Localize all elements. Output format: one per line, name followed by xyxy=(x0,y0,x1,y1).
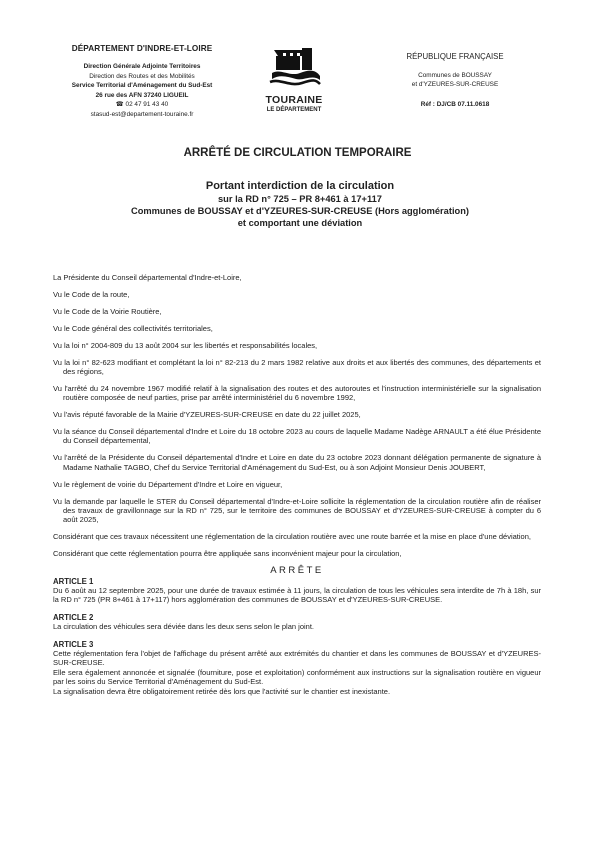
article-heading: ARTICLE 2 xyxy=(53,612,94,622)
department-name: DÉPARTEMENT D'INDRE-ET-LOIRE xyxy=(71,44,213,53)
consideration-item: Considérant que ces travaux nécessitent une réglementation de la circulation routière avec une route barrée et la mise en place d'une déviation, xyxy=(53,532,531,542)
issuer-line: Direction des Routes et des Mobilités xyxy=(89,72,195,80)
subtitle-line: sur la RD n° 725 – PR 8+461 à 17+117 xyxy=(218,194,382,204)
logo-name: TOURAINE xyxy=(265,94,323,106)
document-subtitle xyxy=(60,180,540,229)
consideration-item: Vu l'arrêté de la Présidente du Conseil départemental d'Indre et Loire en date du 23 octobre 2023 donnant délégation permanente de signature à Madame Nathalie TAGBO, Chef du Service Territorial d'Aménagement du Sud-Est, ou à son Adjoint Monsieur Denis JOUBERT, xyxy=(53,453,541,472)
subtitle-line: Portant interdiction de la circulation xyxy=(205,180,395,192)
consideration-item: Vu le Code de la Voirie Routière, xyxy=(53,306,162,316)
article-text xyxy=(53,649,541,696)
communes-line: Communes de BOUSSAY xyxy=(418,72,492,79)
castle-logo-icon xyxy=(266,46,322,92)
article-heading: ARTICLE 1 xyxy=(53,576,94,586)
consideration-item: Vu le règlement de voirie du Département d'Indre et Loire en vigueur, xyxy=(53,479,283,489)
article-text xyxy=(53,622,541,631)
republic-label: RÉPUBLIQUE FRANÇAISE xyxy=(406,52,504,61)
touraine-logo xyxy=(262,46,326,126)
republic-block xyxy=(385,52,525,108)
consideration-item: Vu la loi n° 2004-809 du 13 août 2004 sur les libertés et responsabilités locales, xyxy=(53,340,318,350)
consideration-item: Vu le Code général des collectivités territoriales, xyxy=(53,323,213,333)
article-text xyxy=(53,586,541,605)
issuer-address: 26 rue des AFN 37240 LIGUEIL xyxy=(95,91,189,99)
preamble: La Présidente du Conseil départemental d'Indre-et-Loire, xyxy=(53,273,242,282)
article-paragraph: Cette réglementation fera l'objet de l'affichage du présent arrêté aux extrémités du chantier et dans les communes de BOUSSAY et d'YZEURES-SUR-CREUSE. xyxy=(53,648,541,668)
issuer-email: stasud-est@departement-touraine.fr xyxy=(90,110,194,118)
document-body xyxy=(53,273,541,704)
communes-line: et d'YZEURES-SUR-CREUSE xyxy=(411,80,499,88)
consideration-item: Vu la loi n° 82-623 modifiant et complétant la loi n° 82-213 du 2 mars 1982 relative aux droits et aux libertés des communes, des départements et des régions, xyxy=(53,357,541,376)
consideration-item: Vu l'avis réputé favorable de la Mairie d'YZEURES-SUR-CREUSE en date du 22 juillet 2025, xyxy=(53,410,361,420)
article-heading: ARTICLE 3 xyxy=(53,639,94,649)
issuer-line: Service Territorial d'Aménagement du Sud-Est xyxy=(71,82,213,90)
subtitle-line: et comportant une déviation xyxy=(237,218,363,228)
logo-subtitle: LE DÉPARTEMENT xyxy=(266,107,322,113)
article-paragraph: Elle sera également annoncée et signalée (fourniture, pose et exploitation) conformément aux instructions sur la signalisation routière en vigueur par les soins du Service Territorial d'Aménagement du Sud-Est. xyxy=(53,667,541,687)
issuer-phone: ☎ 02 47 91 43 40 xyxy=(115,101,169,109)
consideration-item: Vu la demande par laquelle le STER du Conseil départemental d'Indre-et-Loire sollicite la réglementation de la circulation routière afin de réaliser des travaux de gravillonnage sur la RD n° 725, sur le territoire des communes de BOUSSAY et d'YZEURES-SUR-CREUSE à compter du 6 août 2025, xyxy=(53,496,541,525)
article-paragraph: Du 6 août au 12 septembre 2025, pour une durée de travaux estimée à 11 jours, la circulation de tous les véhicules sera interdite de 7h à 18h, sur la RD n° 725 (PR 8+461 à 17+117) hors agglomération des communes de BOUSSAY et d'YZEURES-SUR-CREUSE. xyxy=(53,585,541,605)
article-paragraph: La signalisation devra être obligatoirement retirée dès lors que l'activité sur le chantier est inexistante. xyxy=(53,686,391,696)
consideration-item: Vu l'arrêté du 24 novembre 1967 modifié relatif à la signalisation des routes et des autoroutes et l'instruction interministérielle sur la signalisation routière composée de neuf parties, prise par arrêté interministériel du 6 novembre 1992, xyxy=(53,383,541,403)
document-title: ARRÊTÉ DE CIRCULATION TEMPORAIRE xyxy=(183,147,412,159)
consideration-item: Considérant que cette réglementation pourra être appliquée sans inconvénient majeur pour la circulation, xyxy=(53,549,402,559)
subtitle-line: Communes de BOUSSAY et d'YZEURES-SUR-CREUSE (Hors agglomération) xyxy=(131,206,469,216)
consideration-item: Vu le Code de la route, xyxy=(53,289,130,299)
reference-number: Réf : DJ/CB 07.11.0618 xyxy=(420,101,490,109)
issuer-line: Direction Générale Adjointe Territoires xyxy=(83,63,201,70)
arrete-heading: ARRÊTE xyxy=(270,565,324,577)
consideration-item: Vu la séance du Conseil départemental d'Indre et Loire du 18 octobre 2023 au cours de laquelle Madame Nadège ARNAULT a été élue Présidente du Conseil départemental, xyxy=(53,427,541,446)
article-paragraph: La circulation des véhicules sera déviée dans les deux sens selon le plan joint. xyxy=(53,622,314,632)
issuer-block xyxy=(52,44,232,120)
